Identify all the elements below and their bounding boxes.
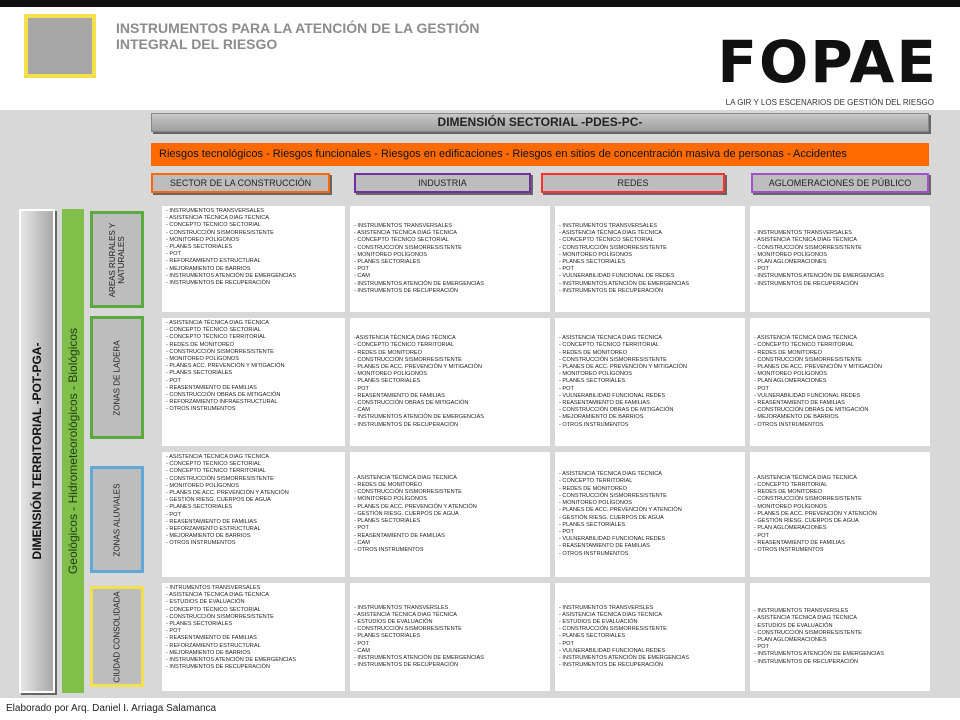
instrument-item: - ASISTENCIA TÉCNICA DIAG TÉCNICA <box>166 320 269 326</box>
instrument-item: - INSTRUMENTOS ATENCIÓN DE EMERGENCIAS <box>354 414 485 421</box>
instrument-item: - VULNERABILIDAD FUNCIONAL REDES <box>559 647 666 654</box>
zone-label-box <box>90 586 144 687</box>
instrument-item: - INSTRUMENTOS ATENCIÓN DE EMERGENCIAS <box>354 655 485 661</box>
instrument-item: - PLANES DE ACC. PREVENCIÓN Y ATENCIÓN <box>754 510 877 517</box>
instrument-item: - CONSTRUCCIÓN OBRAS DE MITIGACIÓN <box>559 407 674 414</box>
instrument-item: - CONSTRUCCIÓN SISMORRESISTENTE <box>354 489 462 496</box>
instrument-item: - INSTRUMENTOS TRANSVERSLES <box>354 604 449 611</box>
instrument-item: - PLANES DE ACC. PREVENCIÓN Y MITIGACIÓN <box>354 363 482 370</box>
instrument-item: - INTRUMENTOS TRANSVERSALES <box>166 585 261 591</box>
instrument-item: - REASENTAMIENTO DE FAMILIAS <box>354 532 445 539</box>
instrument-item: - MEJORAMIENTO DE BARRIOS <box>166 533 251 540</box>
instrument-item: - REDES DE MONITOREO <box>354 349 422 356</box>
instrument-item: - CONSTRUCCIÓN SISMORRESISTENTE <box>754 356 862 363</box>
brand-subtitle: LA GIR Y LOS ESCENARIOS DE GESTIÓN DEL RIESGO <box>725 98 934 107</box>
instrument-item: - PLANES DE ACC. PREVENCIÓN Y ATENCIÓN <box>559 507 682 514</box>
instrument-cell <box>162 318 345 446</box>
instrument-item: - ASISTENCIA TÉCNICA DIAG TÉCNICA <box>559 471 662 478</box>
instrument-item: - GESTIÓN RIESG. CUERPOS DE AGUA <box>754 518 859 525</box>
instrument-cell <box>162 583 345 691</box>
instrument-item: - INSTRUMENTOS TRANSVERSALES <box>559 222 658 229</box>
instrument-item: - MONITOREO POLÍGONOS <box>559 500 632 507</box>
instrument-item: - MONITOREO POLÍGONOS <box>166 356 239 363</box>
instrument-item: - POT <box>559 640 574 647</box>
instrument-item: - MONITOREO POLÍGONOS <box>166 236 239 243</box>
instrument-item: - CAM <box>354 407 370 414</box>
instrument-item: - PLAN AGLOMERACIONES <box>754 637 827 643</box>
instrument-cell <box>350 318 550 446</box>
instrument-cell <box>162 206 345 312</box>
instrument-item: - CONCEPTO TÉCNICO TERRITORIAL <box>354 342 454 349</box>
instrument-item: - PLAN AGLOMERACIONES <box>754 525 827 532</box>
instrument-item: - POT <box>754 644 769 651</box>
instrument-item: - REASENTAMIENTO DE FAMILIAS <box>559 400 650 406</box>
instrument-item: - INSTRUMENTOS ATENCIÓN DE EMERGENCIAS <box>754 651 885 658</box>
instrument-item: - POT <box>559 385 574 392</box>
instrument-item: - MEJORAMIENTO DE BARRIOS <box>559 414 644 421</box>
instrument-item: - CONCEPTO TERRITORIAL <box>559 478 633 485</box>
instrument-item: - VULNERABILIDAD FUNCIONAL DE REDES <box>559 273 675 280</box>
instrument-item: - PLANES SECTORIALES <box>354 518 421 525</box>
instrument-item: - MONITOREO POLÍGONOS <box>354 371 427 378</box>
instrument-item: - CONSTRUCCIÓN OBRAS DE MITIGACIÓN <box>166 392 281 399</box>
instrument-item: - CONCEPTO TÉCNICO SECTORIAL <box>354 237 449 244</box>
instrument-item: - INSTRUMENTOS DE RECUPERACIÓN <box>354 287 459 294</box>
instrument-item: - INSTRUMENTOS TRANSVERSALES <box>166 208 265 214</box>
instrument-item: - POT <box>754 385 769 392</box>
zone-label: CIUDAD CONSOLIDADA <box>112 590 122 683</box>
top-bar <box>0 0 960 7</box>
instrument-item: - ASISTENCIA TÉCNICA DIAG TÉCNICA <box>354 230 457 237</box>
instrument-item: - CONSTRUCCIÓN OBRAS DE MITIGACIÓN <box>754 407 869 414</box>
zone-label: AREAS RURALES Y NATURALES <box>108 222 126 297</box>
instrument-item: - MONITOREO POLÍGONOS <box>754 503 827 510</box>
instrument-item: - PLANES DE ACC. PREVENCIÓN Y MITIGACIÓN <box>559 363 687 370</box>
instrument-item: - INSTRUMENTOS TRANSVERSLES <box>559 604 654 611</box>
instrument-item: - CAM <box>354 647 370 654</box>
instrument-item: - CONSTRUCCIÓN SISMORRESISTENTE <box>754 244 862 251</box>
instrument-item: - GESTIÓN RIESG. CUERPOS DE AGUA <box>354 510 459 517</box>
instrument-item: - ESTUDIOS DE EVALUACIÓN <box>354 618 433 625</box>
instrument-item: - CAM <box>354 273 370 280</box>
instrument-item: - INSTRUMENTOS ATENCIÓN DE EMERGENCIAS <box>559 280 690 287</box>
instrument-item: - REASENTAMIENTO DE FAMILIAS <box>354 392 445 399</box>
instrument-item: - OTROS INSTRUMENTOS <box>559 421 629 428</box>
instrument-item: - INSTRUMENTOS ATENCIÓN DE EMERGENCIAS <box>559 655 690 661</box>
instrument-item: - ASISTENCIA TÉCNICA DIAG TÉCNICA <box>559 230 662 237</box>
territorial-dimension-label: DIMENSIÓN TERRITORIAL -POT-PGA- <box>30 342 44 560</box>
instrument-item: - REDES DE MONITOREO <box>754 349 822 356</box>
instrument-item: - CONSTRUCCIÓN SISMORRESISTENTE <box>559 492 667 499</box>
instrument-item: - CONSTRUCCIÓN SISMORRESISTENTE <box>354 626 462 633</box>
instrument-item: - REASENTAMIENTO DE FAMILIAS <box>166 518 257 525</box>
category-header: AGLOMERACIONES DE PÚBLICO <box>751 173 929 193</box>
instrument-item: - CONSTRUCCIÓN SISMORRESISTENTE <box>754 496 862 503</box>
category-header: REDES <box>541 173 725 193</box>
instrument-cell <box>162 452 345 577</box>
instrument-item: - CONSTRUCCIÓN SISMORRESISTENTE <box>166 229 274 236</box>
instrument-item: - POT <box>354 640 369 647</box>
instrument-item: - MONITOREO POLÍGONOS <box>754 251 827 258</box>
instrument-item: - PLANES SECTORIALES <box>559 378 626 385</box>
instrument-item: - PLANES SECTORIALES <box>354 378 421 385</box>
instrument-item: - REASENTAMIENTO DE FAMILIAS <box>166 384 257 391</box>
instrument-item: - OTROS INSTRUMENTOS <box>559 550 629 557</box>
instrument-item: - CONCEPTO TÉCNICO SECTORIAL <box>166 327 261 334</box>
instrument-item: - PLANES SECTORIALES <box>559 633 626 640</box>
instrument-item: - MONITOREO POLÍGONOS <box>559 251 632 258</box>
instrument-item: - INSTRUMENTOS DE RECUPERACIÓN <box>354 662 459 669</box>
instrument-item: -ASISTENCIA TÉCNICA DIAG TÉCNICA <box>354 335 456 342</box>
instrument-item: - INSTRUMENTOS ATENCIÓN DE EMERGENCIAS <box>166 272 297 279</box>
instrument-cell <box>350 206 550 312</box>
instrument-item: - INSTRUMENTOS DE RECUPERACIÓN <box>354 421 459 428</box>
zone-label-box <box>90 466 144 573</box>
instrument-item: - POT <box>754 532 769 539</box>
instrument-item: - REASENTAMIENTO DE FAMILIAS <box>754 539 845 546</box>
instrument-item: - INSTRUMENTOS DE RECUPERACIÓN <box>559 287 664 294</box>
instrument-item: - CONCEPTO TÉCNICO TERRITORIAL <box>166 468 266 475</box>
instrument-item: - CONSTRUCCIÓN SISMORRESISTENTE <box>166 348 274 355</box>
instrument-item: - ASISTENCIA TÉCNICA DIAG TÉCNICA <box>166 454 269 460</box>
sectorial-risks-bar: Riesgos tecnológicos - Riesgos funcionales - Riesgos en edificaciones - Riesgos en sitios de concentración masiva de personas - Accidentes <box>151 143 929 166</box>
instrument-cell <box>555 206 745 312</box>
instrument-item: - ASISTENCIA TÉCNICA DIAG TÉCNICA <box>354 611 457 618</box>
instrument-item: - MONITOREO POLÍGONOS <box>166 482 239 489</box>
instrument-item: - REASENTAMIENTO DE FAMILIAS <box>754 400 845 406</box>
instrument-item: - CONSTRUCCIÓN SISMORRESISTENTE <box>754 629 862 636</box>
instrument-cell <box>750 583 930 691</box>
zone-label: ZONAS ALUVIALES <box>112 483 122 556</box>
instrument-item: - CONCEPTO TERRITORIAL <box>754 482 828 489</box>
instrument-item: - CONCEPTO TÉCNICO TERRITORIAL <box>559 342 659 349</box>
instrument-item: - CONCEPTO TÉCNICO SECTORIAL <box>559 237 654 244</box>
instrument-item: - INSTRUMENTOS DE RECUPERACIÓN <box>754 658 859 665</box>
instrument-item: - POT <box>166 251 181 258</box>
instrument-cell <box>750 452 930 577</box>
instrument-item: - PLANES SECTORIALES <box>354 259 421 265</box>
instrument-cell <box>750 206 930 312</box>
instrument-item: - POT <box>166 377 181 384</box>
instrument-item: - PLANES SECTORIALES <box>559 521 626 528</box>
instrument-item: - INSTRUMENTOS ATENCIÓN DE EMERGENCIAS <box>754 273 885 280</box>
zone-label: ZONAS DE LADERA <box>112 339 122 416</box>
instrument-item: - INSTRUMENTOS DE RECUPERACIÓN <box>166 664 271 671</box>
hazards-label: Geológicos - Hidrometeorológicos - Biológicos <box>66 327 80 575</box>
instrument-item: - PLANES SECTORIALES <box>166 370 233 377</box>
zone-label-box <box>90 316 144 439</box>
instrument-item: - ESTUDIOS DE EVALUACIÓN <box>559 618 638 625</box>
instrument-item: - INSTRUMENTOS TRANSVERSALES <box>754 230 853 237</box>
instrument-item: - VULNERABILIDAD FUNCIONAL REDES <box>754 392 861 399</box>
instrument-item: - INSTRUMENTOS DE RECUPERACIÓN <box>754 280 859 287</box>
instrument-item: - VULNERABILIDAD FUNCIONAL REDES <box>559 392 666 399</box>
instrument-item: - INSTRUMENTOS DE RECUPERACIÓN <box>559 662 664 669</box>
instrument-item: - ASISTENCIA TÉCNICA DIAG TÉCNICA <box>559 335 662 342</box>
instrument-item: - MEJORAMIENTO DE BARRIOS <box>166 265 251 272</box>
instrument-item: - CONSTRUCCIÓN SISMORRESISTENTE <box>354 244 462 251</box>
instrument-item: - MONITOREO POLÍGONOS <box>354 496 427 503</box>
instrument-item: - ASISTENCIA TÉCNICA DIAG TÉCNICA <box>754 474 857 481</box>
logo-square <box>24 14 96 78</box>
instrument-item: - ASISTENCIA TÉCNICA DIAG TÉCNICA <box>754 615 857 622</box>
instrument-item: - POT <box>166 511 181 518</box>
instrument-item: - REASENTAMIENTO DE FAMILIAS <box>559 543 650 550</box>
instrument-item: - ASISTENCIA TÉCNICA DIAG TÉCNICA <box>754 335 857 342</box>
instrument-item: - CAM <box>354 539 370 546</box>
instrument-item: - ASISTENCIA TÉCNICA DIAG TÉCNICA <box>166 592 269 599</box>
instrument-item: - PLAN AGLOMERACIONES <box>754 259 827 265</box>
instrument-item: - CONCEPTO TÉCNICO SECTORIAL <box>166 461 261 468</box>
instrument-item: - INSTRUMENTOS TRANSVERSALES <box>354 222 453 229</box>
instrument-item: - VULNERABILIDAD FUNCIONAL REDES <box>559 536 666 543</box>
instrument-item: - REDES DE MONITOREO <box>166 341 234 348</box>
instrument-item: - POT <box>559 528 574 535</box>
instrument-item: - PLANES DE ACC. PREVENCIÓN Y ATENCIÓN <box>166 490 289 497</box>
instrument-item: - PLANES SECTORIALES <box>354 633 421 640</box>
instrument-item: - PLANES DE ACC. PREVENCIÓN Y ATENCIÓN <box>354 503 477 510</box>
instrument-item: - REDES DE MONITOREO <box>559 349 627 356</box>
instrument-item: - MEJORAMIENTO DE BARRIOS <box>754 414 839 421</box>
instrument-item: - OTROS INSTRUMENTOS <box>354 546 424 553</box>
instrument-item: - GESTIÓN RIESG. CUERPOS DE AGUA <box>166 497 271 504</box>
instrument-item: - PLANES ACC. PREVENCIÓN Y MITIGACIÓN <box>166 363 285 370</box>
footer-credit: Elaborado por Arq. Daniel I. Arriaga Salamanca <box>6 703 217 714</box>
instrument-item: - MONITOREO POLÍGONOS <box>559 371 632 378</box>
instrument-item: - OTROS INSTRUMENTOS <box>754 546 824 553</box>
instrument-item: - MEJORAMIENTO DE BARRIOS <box>166 649 251 656</box>
instrument-item: - CONSTRUCCIÓN SISMORRESISTENTE <box>559 244 667 251</box>
category-header: SECTOR DE LA CONSTRUCCIÓN <box>151 173 330 193</box>
instrument-item: - PLANES SECTORIALES <box>559 259 626 265</box>
instrument-item: - CONSTRUCCIÓN SISMORRESISTENTE <box>559 626 667 633</box>
instrument-item: - MONITOREO POLÍGONOS <box>754 371 827 378</box>
instrument-cell <box>750 318 930 446</box>
instrument-item: - ASISTENCIA TÉCNICA DIAG TÉCNICA <box>354 474 457 481</box>
instrument-item: - CONCEPTO TÉCNICO SECTORIAL <box>166 606 261 613</box>
instrument-item: - ASISTENCIA TÉCNICA DIAG TÉCNICA <box>166 215 269 222</box>
instrument-item: - CONCEPTO TÉCNICO TERRITORIAL <box>754 342 854 349</box>
instrument-item: - ASISTENCIA TÉCNICA DIAG TÉCNICA <box>754 237 857 244</box>
instrument-item: - MONITOREO POLÍGONOS <box>354 251 427 258</box>
instrument-item: - REFORZAMIENTO ESTRUCTURAL <box>166 258 261 265</box>
instrument-cell <box>350 452 550 577</box>
instrument-item: - PLANES SECTORIALES <box>166 244 233 251</box>
instrument-item: - PLANES SECTORIALES <box>166 504 233 511</box>
instrument-item: - INSTRUMENTOS TRANSVERSLES <box>754 608 849 615</box>
instrument-item: - CONSTRUCCIÓN SISMORRESISTENTE <box>354 356 462 363</box>
instrument-item: - PLAN AGLOMERACIONES <box>754 378 827 385</box>
instrument-cell <box>555 583 745 691</box>
sectorial-dimension-header: DIMENSIÓN SECTORIAL -PDES-PC- <box>151 113 929 132</box>
instrument-item: - REDES DE MONITOREO <box>354 482 422 489</box>
instrument-item: - CONSTRUCCIÓN OBRAS DE MITIGACIÓN <box>354 400 469 406</box>
instrument-item: - GESTIÓN RIESG. CUERPOS DE AGUA <box>559 514 664 521</box>
instrument-item: - PLANES DE ACC. PREVENCIÓN Y MITIGACIÓN <box>754 363 882 370</box>
category-header: INDUSTRIA <box>354 173 531 193</box>
zone-label-box <box>90 211 144 308</box>
instrument-item: - ESTUDIOS DE EVALUACIÓN <box>166 599 245 606</box>
instrument-cell <box>555 452 745 577</box>
instrument-item: - INSTRUMENTOS ATENCIÓN DE EMERGENCIAS <box>354 280 485 287</box>
instrument-item: - POT <box>354 525 369 532</box>
instrument-item: - OTROS INSTRUMENTOS <box>166 540 236 547</box>
instrument-cell <box>555 318 745 446</box>
hazards-bar <box>62 209 84 693</box>
instrument-item: - ESTUDIOS DE EVALUACIÓN <box>754 622 833 629</box>
page-title: INSTRUMENTOS PARA LA ATENCIÓN DE LA GESTIÓN INTEGRAL DEL RIESGO <box>116 20 480 52</box>
instrument-item: - INSTRUMENTOS DE RECUPERACIÓN <box>166 280 271 287</box>
instrument-item: - CONCEPTO TÉCNICO SECTORIAL <box>166 222 261 229</box>
instrument-cell <box>350 583 550 691</box>
instrument-item: - CONSTRUCCIÓN SISMORRESISTENTE <box>166 475 274 482</box>
instrument-item: - POT <box>559 266 574 273</box>
instrument-item: - CONSTRUCCIÓN SISMORRESISTENTE <box>559 356 667 363</box>
instrument-item: - OTROS INSTRUMENTOS <box>166 406 236 413</box>
instrument-item: - POT <box>754 266 769 273</box>
instrument-item: - POT <box>354 266 369 273</box>
instrument-item: - REASENTAMIENTO DE FAMILIAS <box>166 635 257 642</box>
instrument-item: - REFORZAMIENTO INFRAESTRUCTURAL <box>166 399 278 406</box>
territorial-dimension-header <box>19 209 55 693</box>
brand-logo: FOPAE <box>717 28 938 96</box>
instrument-item: - POT <box>166 628 181 635</box>
instrument-item: - INSTRUMENTOS ATENCIÓN DE EMERGENCIAS <box>166 657 297 664</box>
instrument-item: - REDES DE MONITOREO <box>754 489 822 496</box>
instrument-item: - ASISTENCIA TÉCNICA DIAG TÉCNICA <box>559 611 662 618</box>
instrument-item: - CONCEPTO TÉCNICO TERRITORIAL <box>166 334 266 341</box>
instrument-item: - PLANES SECTORIALES <box>166 621 233 628</box>
instrument-item: - REDES DE MONITOREO <box>559 485 627 492</box>
instrument-item: - CONSTRUCCIÓN SISMORRESISTENTE <box>166 613 274 620</box>
instrument-item: - POT <box>354 385 369 392</box>
instrument-item: - REFORZAMIENTO ESTRUCTURAL <box>166 526 261 533</box>
instrument-item: - REFORZAMIENTO ESTRUCTURAL <box>166 642 261 649</box>
instrument-item: - OTROS INSTRUMENTOS <box>754 421 824 428</box>
